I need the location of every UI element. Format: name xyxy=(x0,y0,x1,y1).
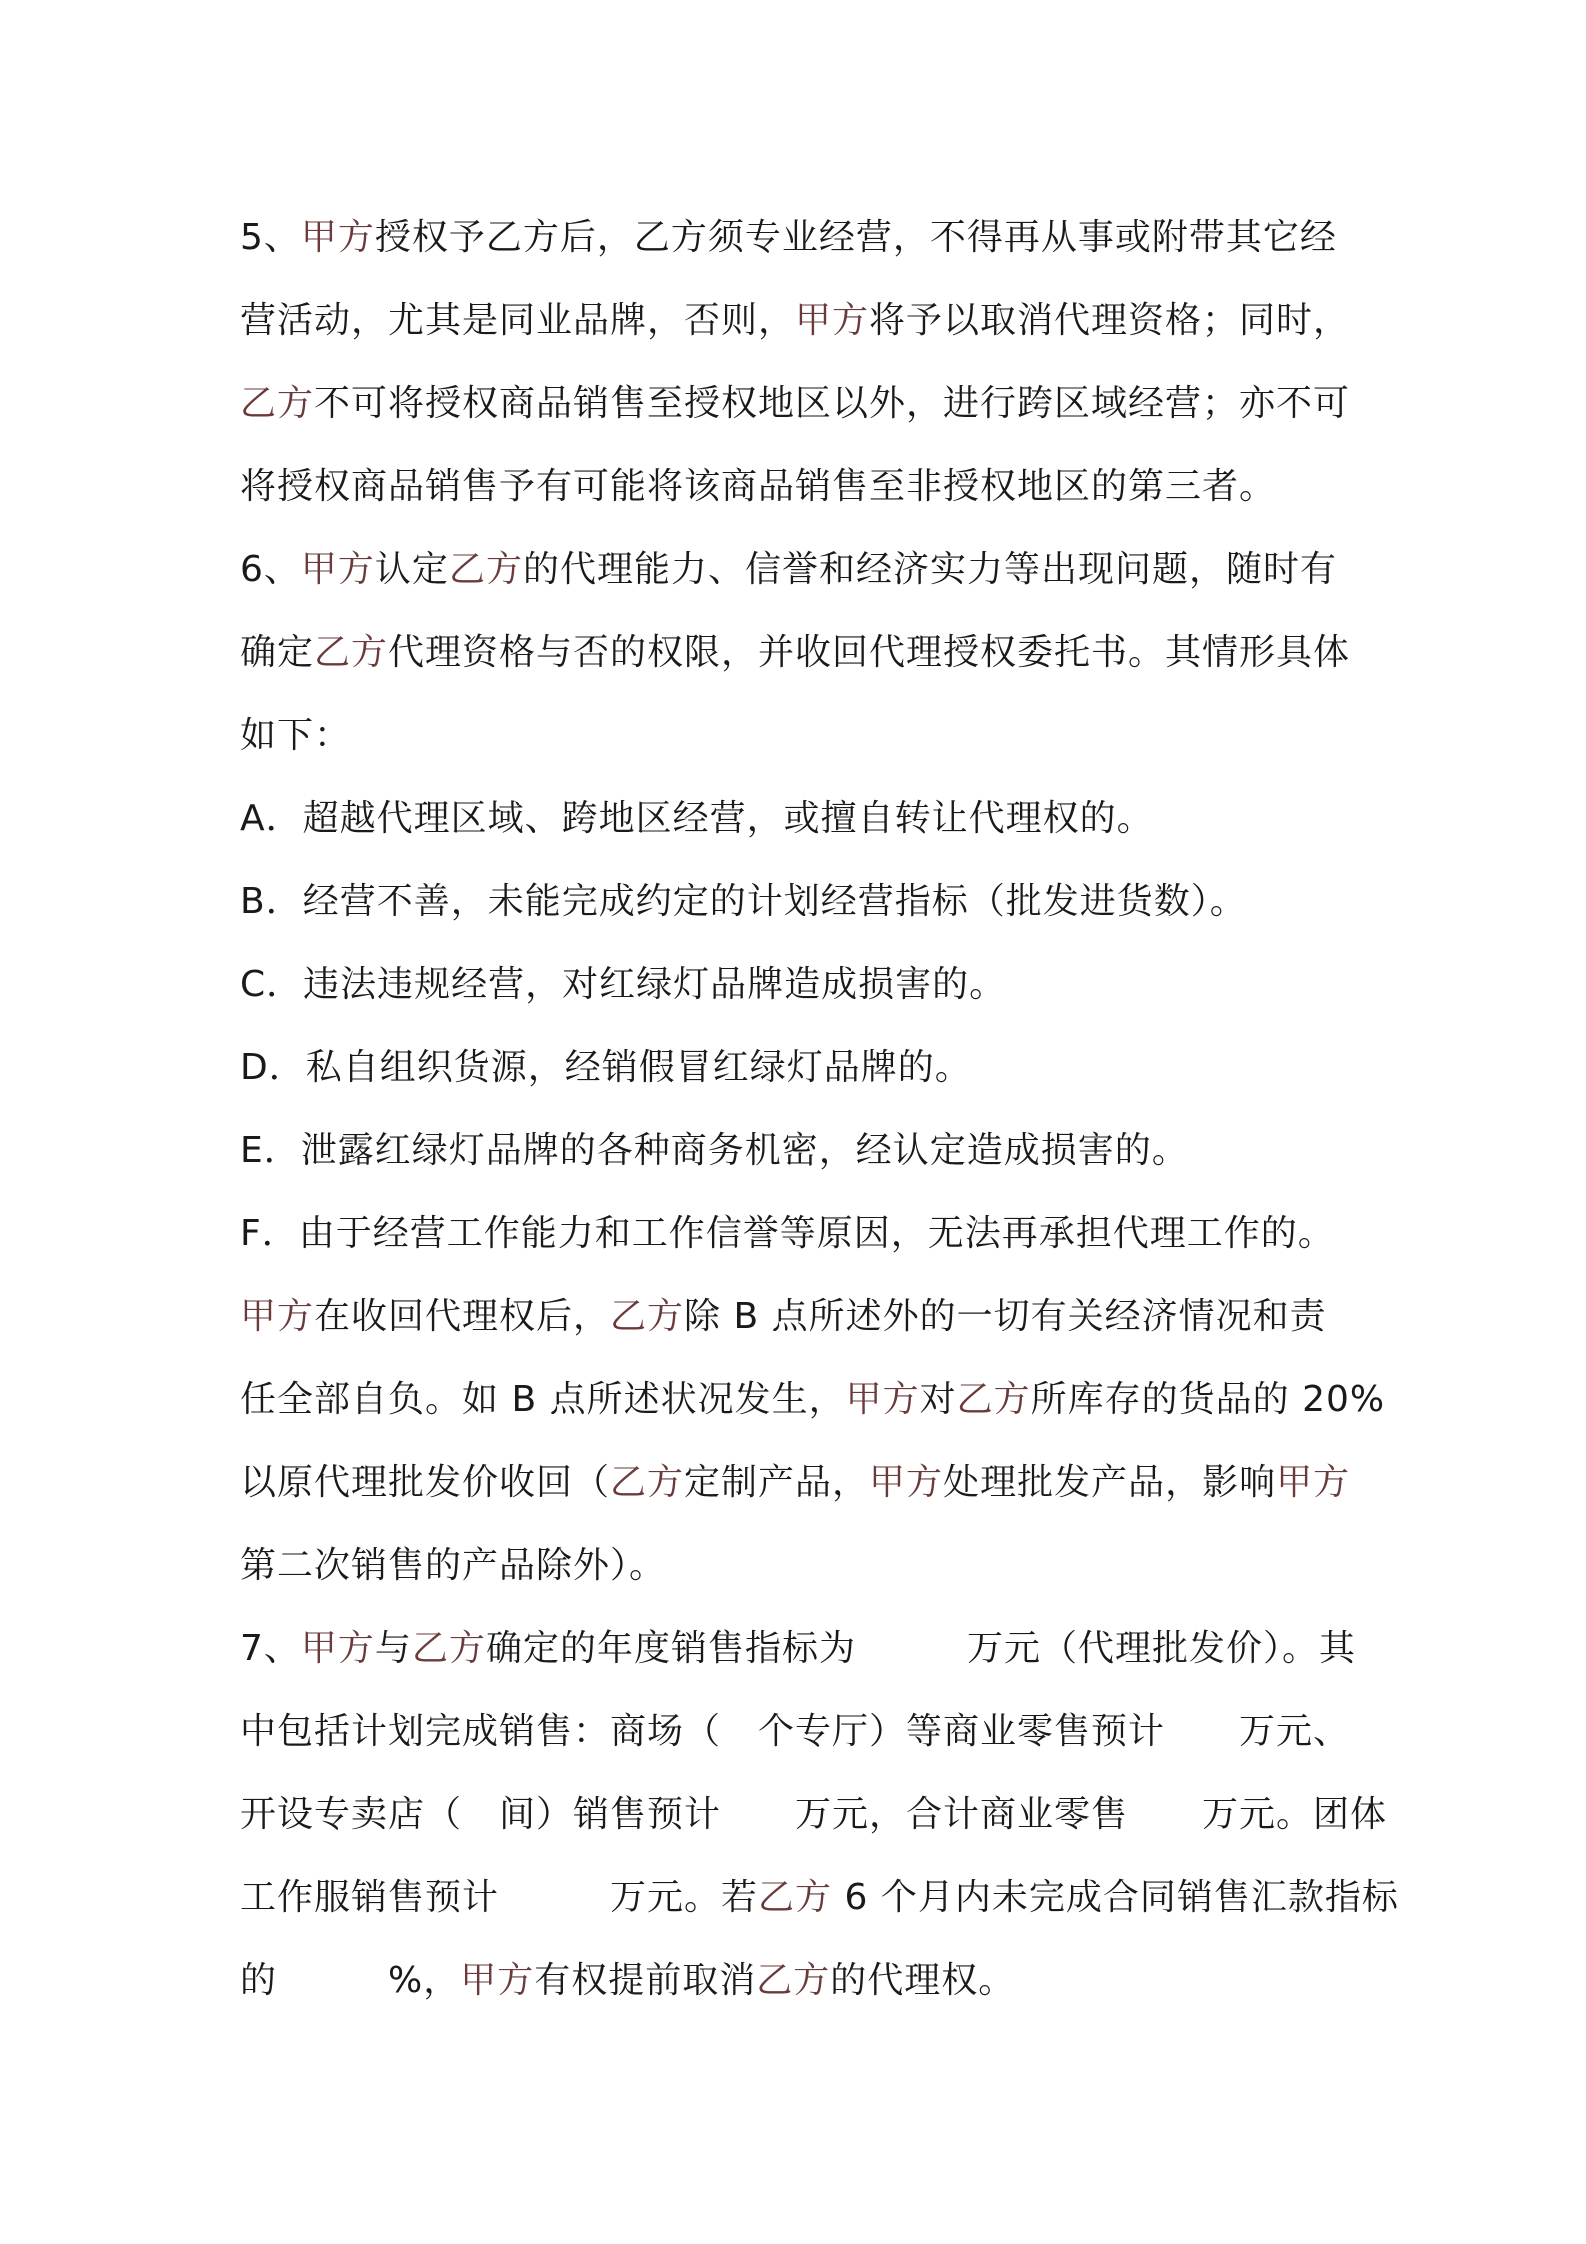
text-line xyxy=(240,1192,1360,1275)
text-segment: 中包括计划完成销售：商场（ 个专厅）等商业零售预计 万元、 xyxy=(240,1711,1351,1752)
text-segment: 的 %， xyxy=(240,1960,461,2001)
text-segment: 与 xyxy=(374,1628,412,1669)
text-line xyxy=(240,279,1360,362)
text-segment: 如下： xyxy=(240,715,352,756)
text-line xyxy=(240,1607,1360,1690)
party-name: 乙方 xyxy=(610,1296,685,1337)
text-segment: 不可将授权商品销售至授权地区以外，进行跨区域经营；亦不可 xyxy=(314,383,1351,424)
text-segment: 第二次销售的产品除外）。 xyxy=(240,1545,667,1586)
text-line xyxy=(240,1358,1386,1441)
text-segment: 在收回代理权后， xyxy=(314,1296,611,1337)
text-segment: 认定 xyxy=(374,549,449,590)
text-segment: 有权提前取消 xyxy=(534,1960,757,2001)
text-segment: 营活动，尤其是同业品牌，否则， xyxy=(240,300,796,341)
text-segment: 的代理权。 xyxy=(830,1960,1016,2001)
text-segment: 所库存的货品的 20% xyxy=(1030,1379,1386,1420)
text-segment: 以原代理批发价收回（ xyxy=(240,1462,611,1503)
party-name: 甲方 xyxy=(240,1296,315,1337)
party-name: 甲方 xyxy=(300,217,375,258)
text-line xyxy=(240,943,1360,1026)
text-line xyxy=(240,611,1360,694)
party-name: 甲方 xyxy=(1276,1462,1351,1503)
text-line xyxy=(240,1441,1360,1524)
text-segment: 将予以取消代理资格；同时， xyxy=(869,300,1351,341)
text-segment: 将授权商品销售予有可能将该商品销售至非授权地区的第三者。 xyxy=(240,466,1277,507)
party-name: 甲方 xyxy=(300,1628,375,1669)
document-body xyxy=(240,196,1399,2022)
text-line xyxy=(240,1109,1360,1192)
party-name: 乙方 xyxy=(756,1960,831,2001)
party-name: 甲方 xyxy=(460,1960,535,2001)
text-segment: 确定的年度销售指标为 万元（代理批发价）。其 xyxy=(485,1628,1356,1669)
party-name: 乙方 xyxy=(758,1877,833,1918)
text-segment: 开设专卖店（ 间）销售预计 万元，合计商业零售 万元。团体 xyxy=(240,1794,1388,1835)
text-segment: 除 B 点所述外的一切有关经济情况和责 xyxy=(684,1296,1327,1337)
text-segment: B．经营不善，未能完成约定的计划经营指标（批发进货数）。 xyxy=(240,881,1247,922)
party-name: 乙方 xyxy=(314,632,389,673)
text-line xyxy=(240,445,1360,528)
party-name: 乙方 xyxy=(448,549,523,590)
text-line xyxy=(240,1524,1360,1607)
text-segment: 7、 xyxy=(240,1628,301,1669)
party-name: 甲方 xyxy=(795,300,870,341)
text-line xyxy=(240,777,1360,860)
text-line xyxy=(240,362,1360,445)
party-name: 乙方 xyxy=(956,1379,1031,1420)
text-segment: D．私自组织货源，经销假冒红绿灯品牌的。 xyxy=(240,1047,972,1088)
text-segment: 定制产品， xyxy=(684,1462,870,1503)
text-line xyxy=(240,196,1360,279)
text-line xyxy=(240,860,1360,943)
text-segment: 的代理能力、信誉和经济实力等出现问题，随时有 xyxy=(522,549,1337,590)
text-line xyxy=(240,1773,1388,1856)
text-segment: A．超越代理区域、跨地区经营，或擅自转让代理权的。 xyxy=(240,798,1154,839)
party-name: 甲方 xyxy=(869,1462,944,1503)
text-segment: 任全部自负。如 B 点所述状况发生， xyxy=(240,1379,846,1420)
text-segment: 确定 xyxy=(240,632,315,673)
text-line xyxy=(240,528,1360,611)
text-line xyxy=(240,1856,1399,1939)
text-line xyxy=(240,1275,1360,1358)
text-segment: 6、 xyxy=(240,549,301,590)
text-segment: C．违法违规经营，对红绿灯品牌造成损害的。 xyxy=(240,964,1007,1005)
party-name: 乙方 xyxy=(610,1462,685,1503)
text-segment: 对 xyxy=(919,1379,957,1420)
text-segment: E．泄露红绿灯品牌的各种商务机密，经认定造成损害的。 xyxy=(240,1130,1189,1171)
text-segment: 6 个月内未完成合同销售汇款指标 xyxy=(832,1877,1399,1918)
text-line xyxy=(240,1026,1360,1109)
text-segment: 代理资格与否的权限，并收回代理授权委托书。其情形具体 xyxy=(388,632,1351,673)
text-segment: 处理批发产品，影响 xyxy=(943,1462,1277,1503)
text-segment: 5、 xyxy=(240,217,301,258)
text-line xyxy=(240,1939,1360,2022)
party-name: 乙方 xyxy=(411,1628,486,1669)
text-line xyxy=(240,694,1360,777)
party-name: 甲方 xyxy=(845,1379,920,1420)
text-segment: F．由于经营工作能力和工作信誉等原因，无法再承担代理工作的。 xyxy=(240,1213,1335,1254)
text-segment: 工作服销售预计 万元。若 xyxy=(240,1877,759,1918)
text-line xyxy=(240,1690,1360,1773)
text-segment: 授权予乙方后，乙方须专业经营，不得再从事或附带其它经 xyxy=(374,217,1337,258)
party-name: 甲方 xyxy=(300,549,375,590)
party-name: 乙方 xyxy=(240,383,315,424)
